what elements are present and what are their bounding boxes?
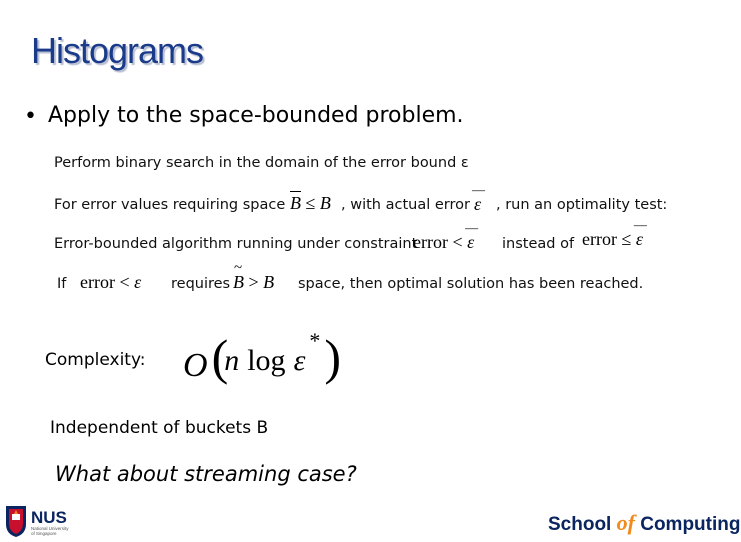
line-if-c: space, then optimal solution has been reached. [298, 276, 644, 292]
math-error-word: error [413, 232, 448, 252]
soc-computing: Computing [640, 514, 741, 535]
math-lt: < [452, 232, 463, 252]
math-eps: — ε [636, 229, 643, 250]
math-b-tilde-gt-b [233, 272, 274, 293]
page-title: Histograms [31, 30, 204, 71]
line-if-b: requires [171, 276, 231, 292]
line-error-values-b: , with actual error [341, 197, 470, 213]
formula-open-paren: ( [211, 329, 229, 385]
school-of-computing-logo [548, 510, 741, 536]
line-if-a: If [57, 276, 67, 292]
math-error-lt-eps-bar [413, 232, 474, 253]
math-error-lt-eps [80, 272, 141, 293]
formula-n: n [224, 344, 240, 377]
line-error-values-a: For error values requiring space [54, 197, 286, 213]
nus-crest-icon [4, 504, 94, 538]
formula-close-paren: ) [324, 329, 342, 385]
math-le: ≤ [621, 229, 632, 249]
line-error-bounded-a: Error-bounded algorithm running under constraint [54, 236, 418, 252]
nus-logo [4, 504, 94, 538]
math-eps: ε [134, 272, 142, 292]
math-b: B [319, 193, 331, 213]
math-eps-bar: — ε [474, 194, 481, 215]
line-error-values-c: , run an optimality test: [496, 197, 668, 213]
formula-eps: ε [293, 344, 306, 377]
math-error-le-eps-bar [582, 229, 643, 250]
soc-of: of [616, 510, 635, 535]
independent-of-buckets: Independent of buckets B [50, 418, 269, 438]
math-b-tilde: ~ B [233, 272, 244, 293]
bullet-dot: • [24, 104, 37, 129]
math-le: ≤ [305, 193, 316, 213]
formula-log: log [247, 344, 286, 377]
formula-star: * [309, 328, 321, 353]
math-error-word: error [582, 229, 617, 249]
math-lt: < [119, 272, 130, 292]
bullet-text: Apply to the space-bounded problem. [48, 103, 464, 128]
nus-sub1: National University [31, 526, 69, 531]
soc-school: School [548, 514, 612, 535]
complexity-label: Complexity: [45, 350, 146, 370]
streaming-question: What about streaming case? [55, 462, 357, 486]
nus-sub2: of Singapore [31, 531, 57, 536]
nus-text: NUS [31, 508, 67, 527]
line-binary-search: Perform binary search in the domain of the error bound ε [54, 155, 469, 171]
math-b: B [263, 272, 275, 292]
formula-o: O [183, 347, 208, 384]
line-error-bounded-b: instead of [502, 236, 575, 252]
complexity-formula [183, 324, 342, 385]
math-error-word: error [80, 272, 115, 292]
math-b-bar: B [290, 193, 301, 213]
math-eps: — ε [467, 232, 474, 253]
math-gt: > [248, 272, 259, 292]
math-b-tilde-le-b [290, 191, 331, 214]
